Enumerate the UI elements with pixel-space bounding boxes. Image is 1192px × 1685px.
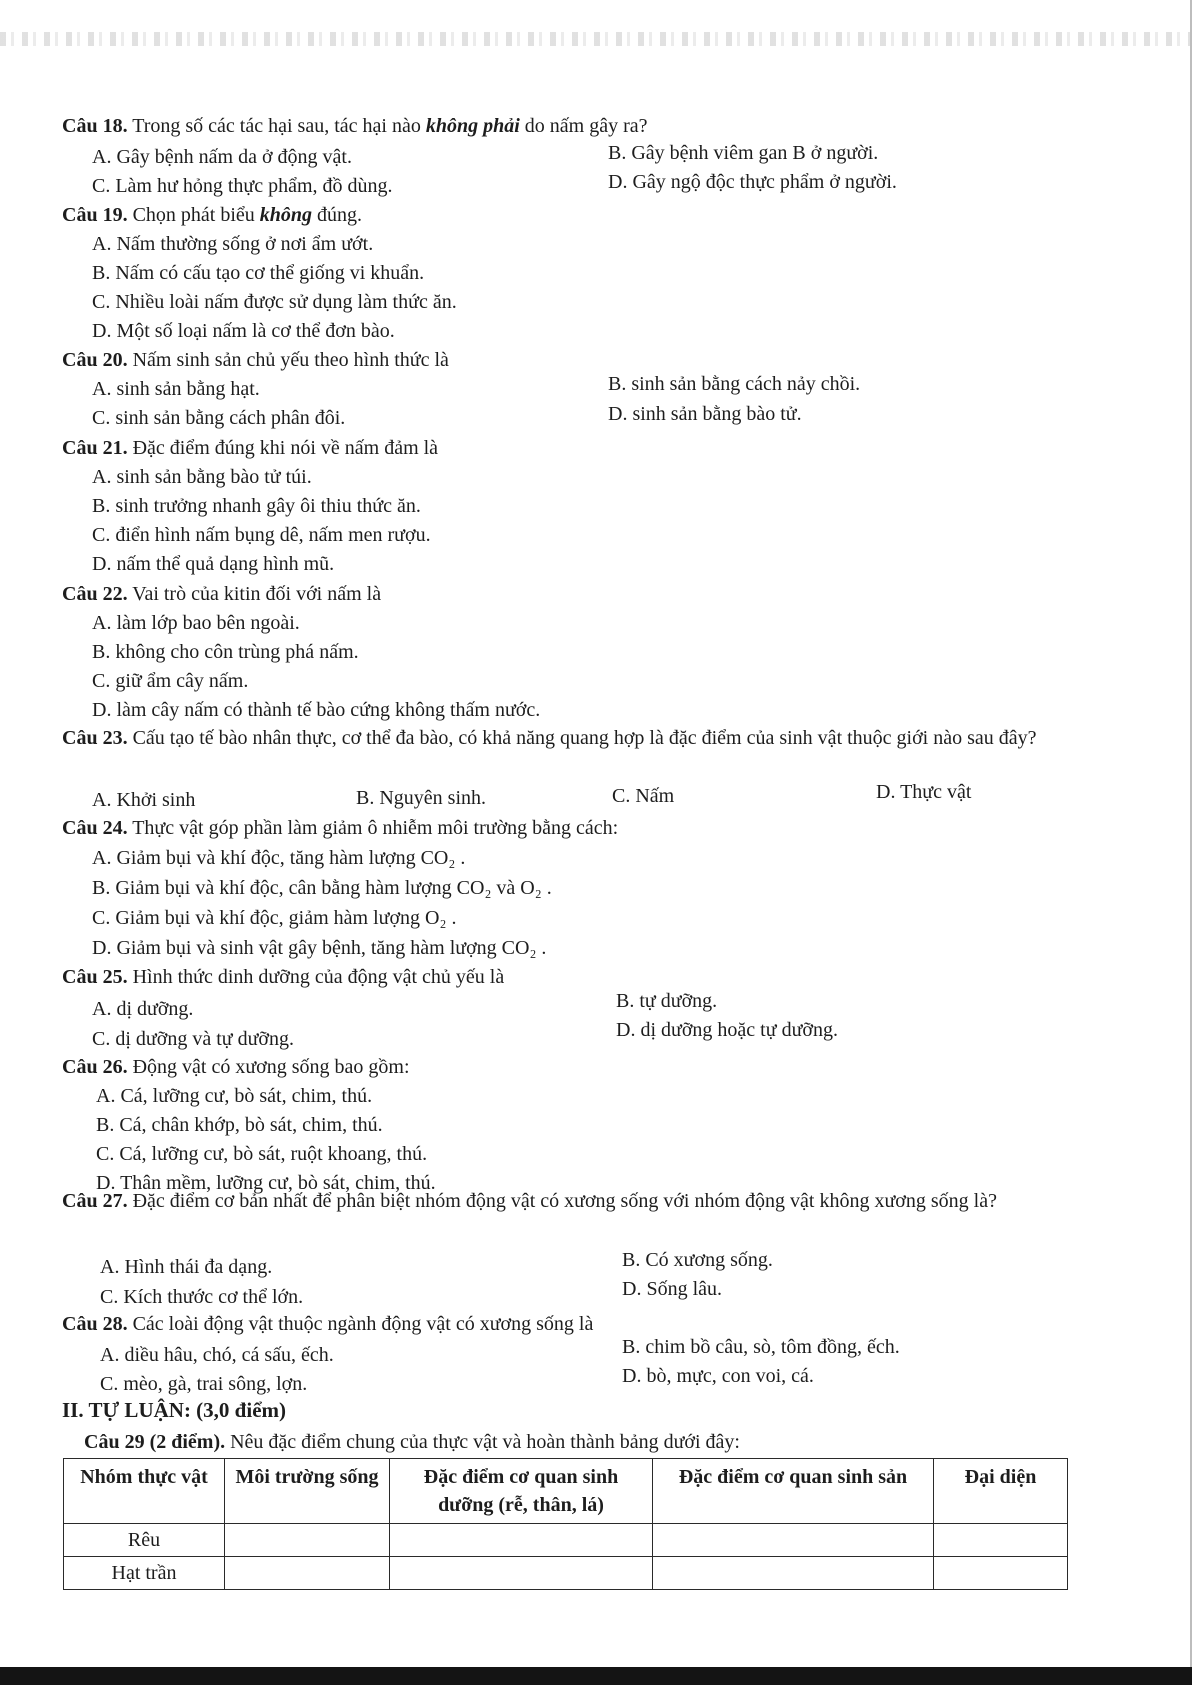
question-18: [62, 112, 1122, 141]
question-29: [84, 1428, 1144, 1457]
option-c: C. sinh sản bằng cách phân đôi.: [92, 407, 346, 429]
question-keyword: không phải: [425, 115, 520, 137]
option-b: B. sinh sản bằng cách nảy chồi.: [608, 373, 861, 395]
option-a: A. Gây bệnh nấm da ở động vật.: [92, 146, 352, 168]
question-text: Động vật có xương sống bao gồm:: [127, 1056, 410, 1078]
scan-noise-top: [0, 32, 1192, 46]
question-number: Câu 29 (2 điểm).: [84, 1431, 226, 1453]
option-b: B. sinh trưởng nhanh gây ôi thiu thức ăn.: [92, 495, 421, 517]
question-number: Câu 26.: [62, 1056, 128, 1078]
table-cell[interactable]: [934, 1524, 1068, 1557]
option-c: C. Kích thước cơ thể lớn.: [100, 1286, 304, 1308]
option-b: B. Nấm có cấu tạo cơ thể giống vi khuẩn.: [92, 262, 425, 284]
option-c: C. Làm hư hỏng thực phẩm, đồ dùng.: [92, 175, 393, 197]
table-header-row: [64, 1459, 1068, 1524]
question-22: [62, 580, 1122, 609]
question-23: [62, 724, 1122, 753]
option-d: D. làm cây nấm có thành tế bào cứng không thấm nước.: [92, 699, 541, 721]
option-a: A. Nấm thường sống ở nơi ẩm ướt.: [92, 233, 374, 255]
question-number: Câu 28.: [62, 1313, 128, 1335]
table-row: [64, 1557, 1068, 1590]
table-row: [64, 1524, 1068, 1557]
option-d: D. Gây ngộ độc thực phẩm ở người.: [608, 171, 897, 193]
option-a: A. dị dưỡng.: [92, 998, 194, 1020]
option-a: A. sinh sản bằng bào tử túi.: [92, 466, 312, 488]
table-cell[interactable]: [934, 1557, 1068, 1590]
option-a: A. diều hâu, chó, cá sấu, ếch.: [100, 1344, 334, 1366]
section-heading: II. TỰ LUẬN: (3,0 điểm): [62, 1398, 286, 1422]
table-header: Đặc điểm cơ quan sinh dưỡng (rễ, thân, lá): [390, 1459, 653, 1524]
question-number: Câu 24.: [62, 817, 128, 839]
table-cell[interactable]: [225, 1557, 390, 1590]
option-a: A. Cá, lưỡng cư, bò sát, chim, thú.: [96, 1085, 373, 1107]
question-text: Đặc điểm đúng khi nói về nấm đảm là: [127, 437, 439, 459]
table-cell[interactable]: [225, 1524, 390, 1557]
option-c: C. Nấm: [612, 785, 675, 807]
question-number: Câu 18.: [62, 115, 128, 137]
question-text: Cấu tạo tế bào nhân thực, cơ thể đa bào, có khả năng quang hợp là đặc điểm của sinh vật thuộc giới nào sau đây?: [127, 727, 1037, 749]
option-d: D. Giảm bụi và sinh vật gây bệnh, tăng hàm lượng CO₂ .: [92, 937, 547, 959]
question-text: Hình thức dinh dưỡng của động vật chủ yếu là: [127, 966, 505, 988]
question-text: Nêu đặc điểm chung của thực vật và hoàn thành bảng dưới đây:: [225, 1431, 740, 1453]
option-b: B. Cá, chân khớp, bò sát, chim, thú.: [96, 1114, 383, 1136]
option-b: B. Giảm bụi và khí độc, cân bằng hàm lượng CO₂ và O₂ .: [92, 877, 552, 899]
question-25: [62, 963, 1122, 992]
option-b: B. Có xương sống.: [622, 1249, 773, 1271]
question-number: Câu 19.: [62, 204, 128, 226]
option-c: C. dị dưỡng và tự dưỡng.: [92, 1028, 295, 1050]
option-d: D. dị dưỡng hoặc tự dưỡng.: [616, 1019, 838, 1041]
question-text: Chọn phát biểu: [127, 204, 260, 226]
table-header: Môi trường sống: [225, 1459, 390, 1524]
question-26: [62, 1053, 1122, 1082]
question-27: [62, 1187, 1122, 1216]
table-cell[interactable]: [653, 1524, 934, 1557]
question-text-end: do nấm gây ra?: [519, 115, 648, 137]
option-c: C. mèo, gà, trai sông, lợn.: [100, 1373, 308, 1395]
option-c: C. Cá, lưỡng cư, bò sát, ruột khoang, thú.: [96, 1143, 428, 1165]
option-b: B. tự dưỡng.: [616, 990, 718, 1012]
option-d: D. Một số loại nấm là cơ thể đơn bào.: [92, 320, 395, 342]
option-c: C. Nhiều loài nấm được sử dụng làm thức ăn.: [92, 291, 457, 313]
option-b: B. Nguyên sinh.: [356, 787, 486, 809]
question-number: Câu 22.: [62, 583, 128, 605]
option-d: D. bò, mực, con voi, cá.: [622, 1365, 814, 1387]
option-c: C. điển hình nấm bụng dê, nấm men rượu.: [92, 524, 431, 546]
question-text: Nấm sinh sản chủ yếu theo hình thức là: [127, 349, 449, 371]
table-header: Đặc điểm cơ quan sinh sản: [653, 1459, 934, 1524]
option-d: D. sinh sản bằng bào tử.: [608, 403, 802, 425]
question-text: Đặc điểm cơ bản nhất để phân biệt nhóm động vật có xương sống với nhóm động vật không xương sống là?: [127, 1190, 997, 1212]
question-text-end: đúng.: [312, 204, 363, 226]
table-cell: Hạt trần: [64, 1557, 225, 1590]
table-cell[interactable]: [390, 1557, 653, 1590]
option-d: D. Thực vật: [876, 781, 972, 803]
table-header: Đại diện: [934, 1459, 1068, 1524]
question-24: [62, 814, 1122, 843]
table-cell[interactable]: [653, 1557, 934, 1590]
option-a: A. sinh sản bằng hạt.: [92, 378, 260, 400]
option-d: D. nấm thể quả dạng hình mũ.: [92, 553, 335, 575]
option-c: C. giữ ẩm cây nấm.: [92, 670, 249, 692]
scan-edge-bottom: [0, 1667, 1192, 1685]
table-header: Nhóm thực vật: [64, 1459, 225, 1524]
option-a: A. Giảm bụi và khí độc, tăng hàm lượng CO₂ .: [92, 847, 466, 869]
option-a: A. Khởi sinh: [92, 789, 196, 811]
question-21: [62, 434, 1122, 463]
option-b: B. không cho côn trùng phá nấm.: [92, 641, 359, 663]
option-d: D. Thân mềm, lưỡng cư, bò sát, chim, thú.: [96, 1172, 436, 1194]
question-number: Câu 21.: [62, 437, 128, 459]
question-number: Câu 23.: [62, 727, 128, 749]
option-d: D. Sống lâu.: [622, 1278, 722, 1300]
question-20: [62, 346, 1122, 375]
question-keyword: không: [259, 204, 313, 226]
question-text: Thực vật góp phần làm giảm ô nhiễm môi trường bằng cách:: [127, 817, 619, 839]
question-text: Vai trò của kitin đối với nấm là: [127, 583, 382, 605]
question-text: Trong số các tác hại sau, tác hại nào: [127, 115, 426, 137]
question-text: Các loài động vật thuộc ngành động vật có xương sống là: [127, 1313, 594, 1335]
plant-table: [63, 1458, 1068, 1590]
table-cell: Rêu: [64, 1524, 225, 1557]
table-cell[interactable]: [390, 1524, 653, 1557]
question-number: Câu 27.: [62, 1190, 128, 1212]
option-a: A. Hình thái đa dạng.: [100, 1256, 273, 1278]
option-a: A. làm lớp bao bên ngoài.: [92, 612, 300, 634]
option-b: B. chim bồ câu, sò, tôm đồng, ếch.: [622, 1336, 900, 1358]
option-b: B. Gây bệnh viêm gan B ở người.: [608, 142, 879, 164]
question-28: [62, 1310, 1122, 1339]
question-number: Câu 20.: [62, 349, 128, 371]
question-19: [62, 201, 1122, 230]
question-number: Câu 25.: [62, 966, 128, 988]
option-c: C. Giảm bụi và khí độc, giảm hàm lượng O₂ .: [92, 907, 457, 929]
